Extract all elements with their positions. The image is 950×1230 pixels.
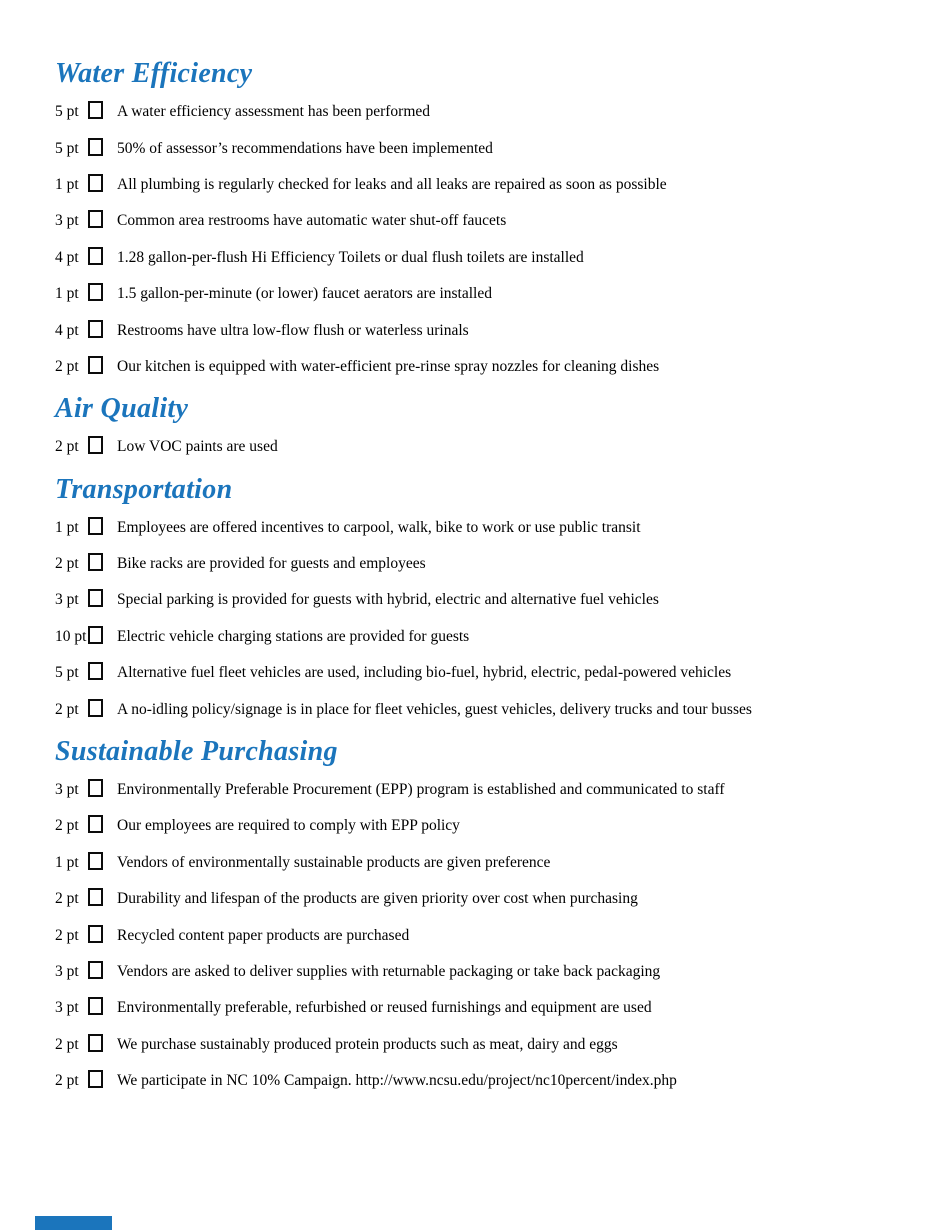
section-items [55,510,920,728]
checklist-item-row [55,619,920,655]
item-text: Employees are offered incentives to carpool, walk, bike to work or use public transit [117,518,641,536]
item-checkbox[interactable] [88,997,103,1015]
section-title: Sustainable Purchasing [55,735,338,767]
section-title: Transportation [55,473,233,505]
points-label: 5 pt [55,103,79,121]
item-text: 1.5 gallon-per-minute (or lower) faucet aerators are installed [117,285,492,303]
points-label: 3 pt [55,963,79,980]
item-checkbox[interactable] [88,589,103,607]
item-text: 1.28 gallon-per-flush Hi Efficiency Toilets or dual flush toilets are installed [117,248,584,266]
checklist-item-row [55,546,920,582]
item-checkbox[interactable] [88,961,103,979]
item-checkbox[interactable] [88,699,103,717]
points-label: 4 pt [55,248,79,266]
item-checkbox[interactable] [88,1070,103,1088]
checklist-item-row [55,691,920,727]
item-text: A water efficiency assessment has been performed [117,103,431,121]
item-checkbox[interactable] [88,852,103,870]
item-text: Vendors are asked to deliver supplies with returnable packaging or take back packaging [117,963,661,980]
points-label: 2 pt [55,1072,79,1090]
item-checkbox[interactable] [88,138,103,156]
item-checkbox[interactable] [88,779,103,797]
checklist-item-row [55,655,920,691]
points-label: 3 pt [55,781,79,799]
item-checkbox[interactable] [88,888,103,906]
item-checkbox[interactable] [88,1034,103,1052]
checklist-item-row [55,203,920,239]
item-checkbox[interactable] [88,436,103,454]
section-items [55,772,920,1100]
item-checkbox[interactable] [88,925,103,943]
item-text: A no-idling policy/signage is in place for fleet vehicles, guest vehicles, delivery trucks and tour busses [117,700,752,718]
item-text: Bike racks are provided for guests and employees [117,555,426,573]
item-checkbox[interactable] [88,174,103,192]
checklist-item-row [55,917,920,953]
item-checkbox[interactable] [88,517,103,535]
points-label: 3 pt [55,212,79,230]
points-label: 2 pt [55,1035,79,1053]
checklist-item-row [55,990,920,1026]
item-checkbox[interactable] [88,626,103,644]
item-text: Environmentally Preferable Procurement (EPP) program is established and communicated to staff [117,781,725,799]
checklist-item-row [55,130,920,166]
item-checkbox[interactable] [88,101,103,119]
item-text: Durability and lifespan of the products are given priority over cost when purchasing [117,890,638,908]
checklist-item-row [55,881,920,917]
points-label: 2 pt [55,817,79,835]
item-text: Our employees are required to comply with EPP policy [117,817,460,835]
points-label: 2 pt [55,357,79,375]
item-checkbox[interactable] [88,662,103,680]
checklist-item-row [55,808,920,844]
item-text: Vendors of environmentally sustainable products are given preference [117,853,551,871]
checklist-item-row [55,772,920,808]
checklist-item-row [55,845,920,881]
item-text: Low VOC paints are used [117,438,278,456]
item-text: Alternative fuel fleet vehicles are used, including bio-fuel, hybrid, electric, pedal-powered vehicles [117,664,732,682]
checklist-item-row [55,240,920,276]
points-label: 4 pt [55,321,79,339]
section-title: Water Efficiency [55,58,253,89]
checklist-section [55,474,920,728]
section-items [55,429,920,465]
points-label: 3 pt [55,591,79,609]
checklist-item-row [55,349,920,385]
checklist-item-row [55,276,920,312]
points-label: 2 pt [55,890,79,908]
item-text: Common area restrooms have automatic water shut-off faucets [117,212,507,230]
checklist-item-row [55,510,920,546]
item-checkbox[interactable] [88,283,103,301]
checklist-item-row [55,167,920,203]
points-label: 2 pt [55,926,79,944]
item-text: 50% of assessor’s recommendations have been implemented [117,139,493,157]
item-checkbox[interactable] [88,247,103,265]
points-label: 2 pt [55,438,79,456]
checklist-section [55,58,920,385]
points-label: 1 pt [55,853,79,871]
checklist-section [55,393,920,465]
item-checkbox[interactable] [88,356,103,374]
points-label: 1 pt [55,518,79,536]
checklist-item-row [55,954,920,990]
item-checkbox[interactable] [88,553,103,571]
checklist-section [55,736,920,1100]
points-label: 5 pt [55,664,79,682]
item-checkbox[interactable] [88,320,103,338]
next-page-fragment-bar [35,1216,112,1230]
checklist-item-row [55,312,920,348]
checklist-item-row [55,582,920,618]
points-label: 10 pt [55,627,87,645]
points-label: 5 pt [55,139,79,157]
points-label: 1 pt [55,285,79,303]
points-label: 2 pt [55,700,79,718]
section-items [55,94,920,385]
item-text: Electric vehicle charging stations are provided for guests [117,627,470,645]
checklist-item-row [55,429,920,465]
item-text: Environmentally preferable, refurbished or reused furnishings and equipment are used [117,999,652,1017]
points-label: 2 pt [55,555,79,573]
points-label: 3 pt [55,999,79,1017]
section-title: Air Quality [55,393,189,425]
checklist-item-row [55,1027,920,1063]
item-text: Recycled content paper products are purchased [117,926,410,944]
item-checkbox[interactable] [88,815,103,833]
item-text: We participate in NC 10% Campaign. http://www.ncsu.edu/project/nc10percent/index.php [117,1072,677,1090]
checklist-item-row [55,94,920,130]
item-checkbox[interactable] [88,210,103,228]
points-label: 1 pt [55,175,79,193]
item-text: Restrooms have ultra low-flow flush or waterless urinals [117,321,469,339]
item-text: We purchase sustainably produced protein products such as meat, dairy and eggs [117,1035,618,1053]
checklist-item-row [55,1063,920,1099]
item-text: All plumbing is regularly checked for leaks and all leaks are repaired as soon as possible [117,175,667,193]
item-text: Special parking is provided for guests with hybrid, electric and alternative fuel vehicles [117,591,659,609]
item-text: Our kitchen is equipped with water-efficient pre-rinse spray nozzles for cleaning dishes [117,357,660,375]
